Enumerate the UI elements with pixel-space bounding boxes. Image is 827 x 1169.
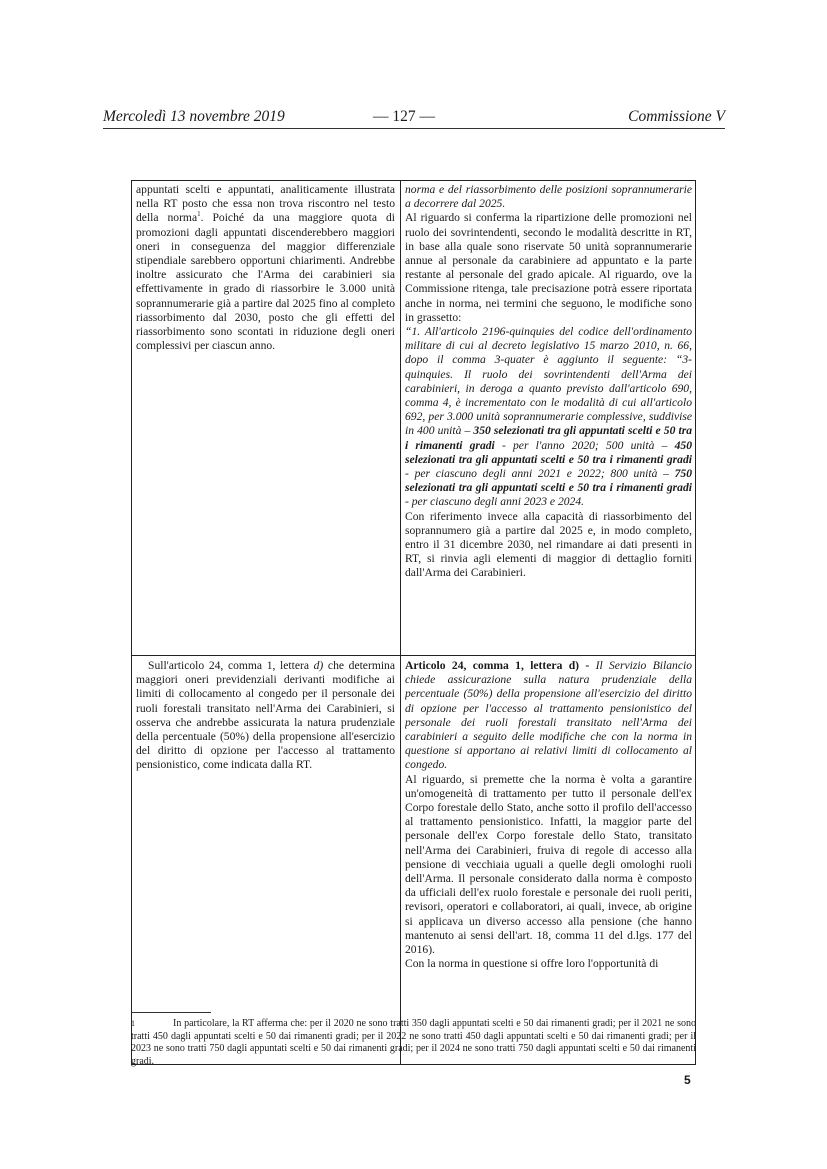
header-rule [103, 128, 725, 129]
row2-right-title: Articolo 24, comma 1, lettera d) - [405, 659, 596, 672]
row1-right-paragraph-1: Al riguardo si conferma la ripartizione delle promozioni nel ruolo dei sovrintendenti, secondo le modalità descritte in RT, in base alla quale sono riservate 50 unità soprannumerarie annue al personale da carabiniere ad appuntato e la parte restante al personale del grado apicale. Al riguardo, ove la Commissione ritenga, tale precisazione potrà essere riportata anche in norma, nei termini che seguono, le modifiche sono in grassetto: [405, 211, 692, 324]
header-page-number: — 127 — [373, 108, 435, 125]
header-date: Mercoledì 13 novembre 2019 [103, 108, 285, 125]
row2-right-paragraph-1: Al riguardo, si premette che la norma è volta a garantire un'omogeneità di trattamento per tutto il personale dell'ex Corpo forestale dello Stato, anche sotto il profilo dell'accesso al trattamento pensionistico. Infatti, la maggior parte del personale dell'ex Corpo forestale dello Stato, transitato nell'Arma dei Carabinieri, fruiva di regole di accesso alla pensione di vecchiaia uguali a quelle degli omologhi ruoli dell'Arma. Il personale considerato dalla norma è composto da ufficiali dell'ex ruolo forestale e personale dei ruoli periti, revisori, operatori e collaboratori, ai quali, invece, ab origine si applicava un diverso accesso alla pensione (che hanno mantenuto ai sensi dell'art. 18, comma 11 del d.lgs. 177 del 2016). [405, 772, 692, 957]
footnote-rule [131, 1012, 211, 1013]
row1-right-intro: norma e del riassorbimento delle posizioni soprannumerarie a decorrere dal 2025. [405, 183, 692, 211]
header-committee: Commissione V [628, 108, 725, 125]
row2-right-paragraph-2: Con la norma in questione si offre loro l'opportunità di [405, 957, 659, 971]
quote-bold-2: 450 selezionati tra gli appuntati scelti e 50 tra i rimanenti gradi [405, 438, 692, 466]
row-divider [132, 655, 695, 656]
comparison-table [131, 180, 696, 1065]
proposed-amendment-quote [405, 325, 692, 510]
row1-left-tail: . Poiché da una maggiore quota di promozioni dagli appuntati discenderebbero maggiori oneri in conseguenza del maggior differenziale stipendiale sarebbero opportuni chiarimenti. Andrebbe inoltre assicurato che l'Arma dei carabinieri sia effettivamente in grado di riassorbire le 3.000 unità soprannumerarie già a partire dal 2025 fino al completo riassorbimento dal 2030, posto che gli effetti del riassorbimento sono scontati in riduzione degli oneri complessivi per ciascun anno. [136, 211, 395, 353]
quote-text-4: - per ciascuno degli anni 2023 e 2024. [405, 495, 585, 509]
quote-text-1: “1. All'articolo 2196-quinquies del codice dell'ordinamento militare di cui al decreto legislativo 15 marzo 2010, n. 66, dopo il comma 3-quater è aggiunto il seguente: “3-quinquies. Il ruolo dei sovrintendenti dell'Arma dei carabinieri, in deroga a quanto previsto dall'articolo 690, comma 4, è incrementato con le modalità di cui all'articolo 692, per 3.000 unità soprannumerarie complessive, suddivise in 400 unità – [405, 325, 692, 438]
row2-right-cell [405, 659, 692, 971]
row2-right-title-italic: Il Servizio Bilancio chiede assicurazione sulla natura prudenziale della percentuale (50%) della propensione all'esercizio del diritto di opzione per l'accesso al trattamento pensionistico del personale dei ruoli forestali transitato nell'Arma dei carabinieri a seguito delle modifiche che con la norma in questione si apportano ai relativi limiti di collocamento al congedo. [405, 659, 692, 772]
footnote-number: 1 [131, 1019, 135, 1028]
quote-text-2: - per l'anno 2020; 500 unità – [494, 438, 675, 452]
column-divider [400, 181, 401, 1064]
footnote-ref[interactable]: 1 [197, 210, 201, 219]
row2-left-text-b: che determina maggiori oneri previdenziali derivanti modifiche ai limiti di collocamento al congedo per il personale dei ruoli forestali transitato nell'Arma dei Carabinieri, si osserva che andrebbe assicurata la natura prudenziale della percentuale (50%) della propensione all'esercizio del diritto di opzione per l'accesso al trattamento pensionistico, come indicata dalla RT. [136, 659, 395, 772]
row1-right-cell [405, 183, 692, 581]
quote-bold-1: 350 selezionati tra gli appuntati scelti e 50 tra i rimanenti gradi [405, 424, 692, 452]
row2-left-cell [136, 659, 395, 773]
quote-bold-3: 750 selezionati tra gli appuntati scelti e 50 tra i rimanenti gradi [405, 467, 692, 495]
footnote [131, 1018, 696, 1068]
page-number: 5 [684, 1073, 691, 1087]
row2-left-text-a: Sull'articolo 24, comma 1, lettera [148, 659, 314, 672]
row2-left-letter: d) [313, 659, 324, 672]
footnote-text: In particolare, la RT afferma che: per il 2020 ne sono tratti 350 dagli appuntati scelti e 50 dai rimanenti gradi; per il 2021 ne sono tratti 450 dagli appuntati scelti e 50 dai rimanenti gradi; per il 2022 ne sono tratti 450 dagli appuntati scelti e 50 dai rimanenti gradi; per il 2023 ne sono tratti 750 dagli appuntati scelti e 50 dai rimanenti gradi; per il 2024 ne sono tratti 750 dagli appuntati scelti e 50 dai rimanenti gradi. [131, 1018, 696, 1067]
row1-left-cell [136, 183, 395, 353]
quote-text-3: - per ciascuno degli anni 2021 e 2022; 800 unità – [405, 467, 675, 481]
row1-left-text: appuntati scelti e appuntati, analiticamente illustrata nella RT posto che essa non trova riscontro nel testo della norma [136, 183, 395, 225]
row1-right-paragraph-2: Con riferimento invece alla capacità di riassorbimento del soprannumero già a partire dal 2025 e, in modo completo, entro il 31 dicembre 2030, nel rimandare ai dati presenti in RT, si rinvia agli elementi di maggior di dettaglio forniti dall'Arma dei Carabinieri. [405, 509, 692, 580]
